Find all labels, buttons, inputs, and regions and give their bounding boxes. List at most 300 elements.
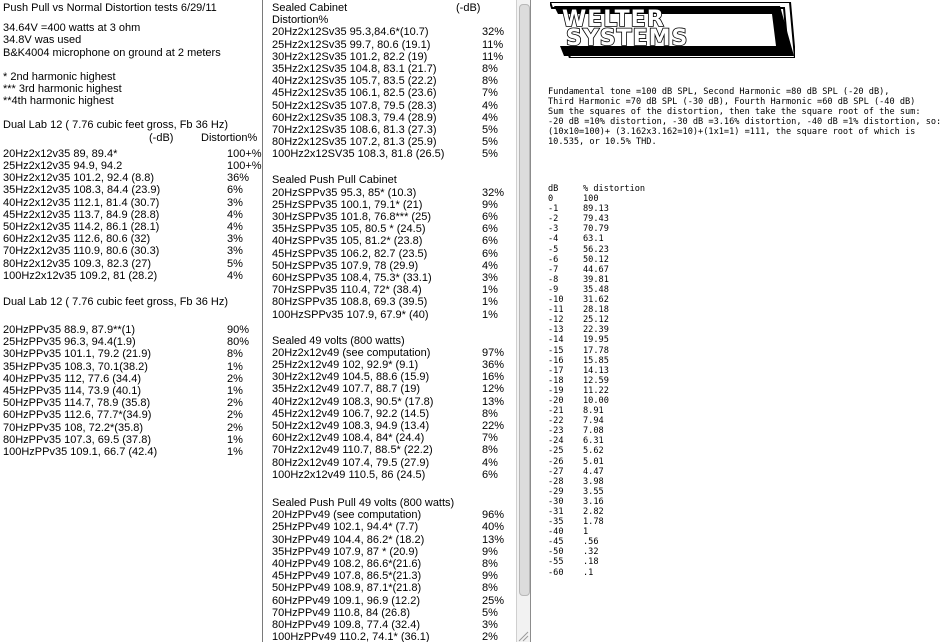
- table-row: [3, 233, 261, 245]
- db-value: -29: [548, 486, 564, 497]
- pct-value: 31.62: [583, 295, 609, 306]
- table-row: [272, 199, 516, 211]
- table-row: [548, 255, 946, 265]
- table-row: [272, 223, 516, 235]
- measurement: 25Hz2x12v35 94.9, 94.2: [3, 160, 123, 172]
- measurement: 100HzPPv35 109.1, 66.7 (42.4): [3, 445, 158, 458]
- distortion-percent: 5%: [227, 257, 243, 270]
- table-row: [548, 376, 946, 386]
- measurement: 30HzPPv49 104.4, 86.2* (18.2): [272, 533, 425, 546]
- measurement: 45HzSPPv35 106.2, 82.7 (23.5): [272, 247, 428, 260]
- distortion-percent: 4%: [227, 220, 243, 233]
- db-value: -9: [548, 284, 559, 295]
- db-value: -26: [548, 456, 564, 467]
- table-row: [272, 124, 516, 136]
- table-row: [3, 324, 261, 336]
- col-pct: Distortion%: [272, 14, 329, 27]
- distortion-percent: 40%: [482, 521, 505, 534]
- distortion-percent: 1%: [227, 433, 243, 446]
- table-row: [3, 221, 261, 233]
- table-row: [3, 245, 261, 257]
- explanation-line: -20 dB =10% distortion, -30 dB =3.16% distortion, -40 dB =1% distortion, so:: [548, 117, 942, 128]
- table-row: [548, 366, 946, 376]
- measurement: 80HzPPv49 109.8, 77.4 (32.4): [272, 618, 420, 631]
- distortion-percent: 5%: [482, 148, 498, 161]
- measurement: 35HzSPPv35 105, 80.5 * (24.5): [272, 223, 426, 236]
- sealed-49v-table: [272, 347, 516, 481]
- measurement: 45HzPPv49 107.8, 86.5*(21.3): [272, 570, 422, 583]
- distortion-percent: 8%: [482, 75, 498, 88]
- pct-value: 4.47: [583, 466, 604, 477]
- measurement: 50HzSPPv35 107.9, 78 (29.9): [272, 259, 419, 272]
- distortion-percent: 9%: [482, 570, 498, 583]
- distortion-percent: 8%: [482, 444, 498, 457]
- db-value: -20: [548, 395, 564, 406]
- pct-value: 15.85: [583, 355, 609, 366]
- distortion-percent: 8%: [482, 557, 498, 570]
- middle-column: [262, 0, 521, 642]
- page-title: Push Pull vs Normal Distortion tests 6/29/11: [3, 2, 217, 14]
- db-value: -12: [548, 315, 564, 326]
- pct-value: 8.91: [583, 406, 604, 417]
- measurement: 40HzPPv49 108.2, 86.6*(21.6): [272, 557, 422, 570]
- table-row: [548, 517, 946, 527]
- distortion-percent: 4%: [482, 111, 498, 124]
- db-value: -31: [548, 507, 564, 517]
- table-row: [3, 197, 261, 209]
- resize-grip-icon[interactable]: [516, 626, 529, 642]
- table-row: [272, 619, 516, 631]
- distortion-percent: 9%: [482, 198, 498, 211]
- dual1-table: [3, 148, 261, 282]
- table-row: [3, 385, 261, 397]
- measurement: 30Hz2x12Sv35 101.2, 82.2 (19): [272, 50, 428, 63]
- distortion-percent: 3%: [482, 618, 498, 631]
- welter-systems-logo: [550, 2, 795, 58]
- db-value: -19: [548, 385, 564, 396]
- table-row: [272, 631, 516, 642]
- table-row: [548, 396, 946, 406]
- table-row: [548, 497, 946, 507]
- measurement: 30HzPPv35 101.1, 79.2 (21.9): [3, 348, 151, 361]
- table-row: [272, 383, 516, 395]
- db-value: -11: [548, 305, 564, 316]
- table-row: [548, 325, 946, 335]
- distortion-percent: 2%: [227, 409, 243, 422]
- table-row: [272, 444, 516, 456]
- pct-value: 11.22: [583, 385, 609, 396]
- col-db: (-dB): [149, 131, 174, 144]
- table-row: [548, 507, 946, 517]
- distortion-percent: 6%: [482, 235, 498, 248]
- section-title: Sealed Push Pull Cabinet: [272, 174, 397, 187]
- db-value: -27: [548, 466, 564, 477]
- table-row: [3, 148, 261, 160]
- measurement: 80Hz2x12Sv35 107.2, 81.3 (25.9): [272, 136, 437, 149]
- pct-value: .18: [583, 557, 599, 568]
- table-row: [272, 39, 516, 51]
- distortion-percent: 1%: [482, 284, 498, 297]
- table-row: [548, 568, 946, 578]
- table-row: [548, 487, 946, 497]
- explanation-line: Sum the squares of the distortion, then take the square root of the sum:: [548, 107, 921, 118]
- table-row: [272, 570, 516, 582]
- db-value: -10: [548, 295, 564, 306]
- section-title: Sealed 49 volts (800 watts): [272, 334, 405, 347]
- table-row: [272, 521, 516, 533]
- table-row: [548, 446, 946, 456]
- table-row: [272, 607, 516, 619]
- measurement: 100Hz2x12SV35 108.3, 81.8 (26.5): [272, 148, 445, 161]
- measurement: 25Hz2x12Sv35 99.7, 80.6 (19.1): [272, 38, 431, 51]
- table-row: [272, 284, 516, 296]
- table-row: [272, 248, 516, 260]
- distortion-percent: 6%: [482, 468, 498, 481]
- db-value: -7: [548, 264, 559, 275]
- table-row: [3, 258, 261, 270]
- table-row: [272, 87, 516, 99]
- db-value: -40: [548, 527, 564, 538]
- pct-value: 12.59: [583, 375, 609, 386]
- table-row: [272, 432, 516, 444]
- table-row: [548, 557, 946, 567]
- measurement: 25Hz2x12v49 102, 92.9* (9.1): [272, 359, 419, 372]
- db-value: -3: [548, 224, 559, 235]
- section-title: Sealed Cabinet: [272, 2, 348, 14]
- table-row: [3, 160, 261, 172]
- pct-value: 2.82: [583, 507, 604, 517]
- table-row: [548, 547, 946, 557]
- harmonic-legend: [3, 71, 261, 108]
- table-row: [548, 356, 946, 366]
- note-line: 34.64V =400 watts at 3 ohm: [3, 22, 141, 35]
- table-row: [548, 426, 946, 436]
- measurement: 60Hz2x12v49 108.4, 84* (24.4): [272, 432, 425, 445]
- db-value: -2: [548, 214, 559, 225]
- section-title: Dual Lab 12 ( 7.76 cubic feet gross, Fb 36 Hz): [3, 119, 229, 132]
- table-row: [3, 422, 261, 434]
- distortion-percent: 7%: [482, 87, 498, 100]
- distortion-percent: 4%: [482, 99, 498, 112]
- measurement: 70HzSPPv35 110.4, 72* (38.4): [272, 284, 422, 297]
- table-row: [548, 305, 946, 315]
- db-value: -14: [548, 335, 564, 346]
- table-row: [272, 469, 516, 481]
- distortion-percent: 8%: [482, 62, 498, 75]
- section-header: [272, 2, 516, 14]
- table-row: [272, 595, 516, 607]
- pct-value: 89.13: [583, 204, 609, 215]
- db-value: -4: [548, 234, 559, 245]
- distortion-percent: 36%: [482, 359, 505, 372]
- distortion-percent: 32%: [482, 186, 505, 199]
- measurement: 50Hz2x12v35 114.2, 86.1 (28.1): [3, 220, 160, 233]
- table-row: [272, 26, 516, 38]
- explanation-line: Fundamental tone =100 dB SPL, Second Harmonic =80 dB SPL (-20 dB),: [548, 87, 890, 97]
- distortion-percent: 5%: [482, 123, 498, 136]
- table-row: [548, 346, 946, 356]
- measurement: 30HzSPPv35 101.8, 76.8*** (25): [272, 211, 431, 224]
- measurement: 40HzPPv35 112, 77.6 (34.4): [3, 372, 141, 385]
- measurement: 60HzPPv35 112.6, 77.7*(34.9): [3, 409, 152, 422]
- distortion-percent: 9%: [482, 545, 498, 558]
- table-row: [548, 416, 946, 426]
- scrollbar-thumb[interactable]: [519, 4, 530, 596]
- table-row: [272, 457, 516, 469]
- db-value: -8: [548, 274, 559, 285]
- pct-value: 35.48: [583, 284, 609, 295]
- measurement: 70HzPPv49 110.8, 84 (26.8): [272, 606, 410, 619]
- table-row: [272, 272, 516, 284]
- table-row: [272, 509, 516, 521]
- pct-value: 1: [583, 527, 589, 538]
- table-row: [272, 396, 516, 408]
- pct-value: 70.79: [583, 224, 609, 235]
- table-row: [548, 194, 946, 204]
- measurement: 25HzPPv35 96.3, 94.4(1.9): [3, 336, 136, 349]
- pct-value: .1: [583, 567, 594, 578]
- header-db: dB: [548, 184, 559, 194]
- db-value: -28: [548, 476, 564, 487]
- table-row: [548, 527, 946, 537]
- db-value: -30: [548, 496, 564, 507]
- distortion-percent: 100+%: [227, 147, 262, 160]
- distortion-percent: 8%: [482, 407, 498, 420]
- distortion-percent: 2%: [227, 421, 243, 434]
- table-row: [3, 397, 261, 409]
- measurement: 100Hz2x12v35 109.2, 81 (28.2): [3, 269, 158, 282]
- table-row: [3, 434, 261, 446]
- notes: [3, 22, 261, 59]
- distortion-percent: 4%: [482, 259, 498, 272]
- db-value: -25: [548, 446, 564, 457]
- pct-value: 3.98: [583, 476, 604, 487]
- sealed-pushpull-table: [272, 187, 516, 321]
- table-row: [272, 309, 516, 321]
- table-row: [548, 477, 946, 487]
- measurement: 70Hz2x12Sv35 108.6, 81.3 (27.3): [272, 123, 437, 136]
- pct-value: 39.81: [583, 274, 609, 285]
- distortion-percent: 12%: [482, 383, 505, 396]
- thd-explanation: [548, 87, 946, 148]
- pct-value: 5.01: [583, 456, 604, 467]
- table-row: [3, 373, 261, 385]
- distortion-percent: 8%: [482, 582, 498, 595]
- measurement: 35Hz2x12v35 108.3, 84.4 (23.9): [3, 184, 161, 197]
- db-value: -17: [548, 365, 564, 376]
- pct-value: 7.94: [583, 416, 604, 427]
- distortion-percent: 96%: [482, 509, 505, 522]
- db-value: -45: [548, 537, 564, 548]
- pct-value: 44.67: [583, 264, 609, 275]
- db-value: -15: [548, 345, 564, 356]
- db-value: -5: [548, 244, 559, 255]
- distortion-percent: 7%: [482, 432, 498, 445]
- pct-value: 6.31: [583, 436, 604, 447]
- measurement: 70Hz2x12v49 110.7, 88.5* (22.2): [272, 444, 433, 457]
- distortion-percent: 4%: [227, 208, 243, 221]
- table-row: [3, 336, 261, 348]
- table-row: [272, 558, 516, 570]
- db-value: -35: [548, 517, 564, 528]
- distortion-percent: 3%: [482, 271, 498, 284]
- table-row: [548, 436, 946, 446]
- distortion-percent: 6%: [482, 211, 498, 224]
- distortion-percent: 3%: [227, 196, 243, 209]
- distortion-percent: 1%: [227, 385, 243, 398]
- distortion-percent: 100+%: [227, 160, 262, 172]
- dual2-table: [3, 324, 261, 458]
- measurement: 40Hz2x12Sv35 105.7, 83.5 (22.2): [272, 75, 437, 88]
- db-value: -60: [548, 567, 564, 578]
- measurement: 20HzPPv49 (see computation): [272, 509, 422, 522]
- table-row: [272, 148, 516, 160]
- db-value: -6: [548, 254, 559, 265]
- table-row: [548, 537, 946, 547]
- pct-value: 19.95: [583, 335, 609, 346]
- distortion-percent: 3%: [227, 233, 243, 246]
- measurement: 50Hz2x12Sv35 107.8, 79.5 (28.3): [272, 99, 437, 112]
- distortion-percent: 80%: [227, 336, 250, 349]
- db-value: -22: [548, 416, 564, 427]
- measurement: 20Hz2x12v49 (see computation): [272, 346, 431, 359]
- distortion-percent: 90%: [227, 324, 250, 337]
- explanation-line: 10.535, or 10.5% THD.: [548, 137, 657, 148]
- pct-value: 22.39: [583, 325, 609, 336]
- measurement: 45Hz2x12Sv35 106.1, 82.5 (23.6): [272, 87, 437, 100]
- measurement: 25HzPPv49 102.1, 94.4* (7.7): [272, 521, 419, 534]
- section-title: Sealed Push Pull 49 volts (800 watts): [272, 496, 455, 509]
- distortion-percent: 4%: [227, 269, 243, 282]
- table-row: [3, 270, 261, 282]
- table-row: [3, 348, 261, 360]
- distortion-percent: 1%: [227, 360, 243, 373]
- legend-line: **4th harmonic highest: [3, 95, 114, 108]
- table-row: [548, 295, 946, 305]
- header-pct: % distortion: [583, 184, 646, 194]
- table-row: [548, 457, 946, 467]
- table-row: [272, 371, 516, 383]
- measurement: 80HzSPPv35 108.8, 69.3 (39.5): [272, 296, 428, 309]
- distortion-percent: 32%: [482, 26, 505, 39]
- db-value: 0: [548, 194, 554, 205]
- measurement: 35Hz2x12v49 107.7, 88.7 (19): [272, 383, 420, 396]
- distortion-percent: 16%: [482, 371, 505, 384]
- table-row: [548, 214, 946, 224]
- table-row: [272, 187, 516, 199]
- table-row: [272, 63, 516, 75]
- measurement: 20Hz2x12Sv35 95.3,84.6*(10.7): [272, 26, 429, 39]
- measurement: 60Hz2x12Sv35 108.3, 79.4 (28.9): [272, 111, 437, 124]
- table-row: [272, 546, 516, 558]
- pct-value: 1.78: [583, 517, 604, 528]
- pct-value: 25.12: [583, 315, 609, 326]
- table-row: [548, 224, 946, 234]
- measurement: 100Hz2x12v49 110.5, 86 (24.5): [272, 468, 426, 481]
- pct-value: 3.55: [583, 486, 604, 497]
- explanation-line: Third Harmonic =70 dB SPL (-30 dB), Fourth Harmonic =60 dB SPL (-40 dB): [548, 97, 916, 108]
- section-title: Dual Lab 12 ( 7.76 cubic feet gross, Fb 36 Hz): [3, 295, 229, 308]
- distortion-percent: 11%: [482, 38, 504, 51]
- measurement: 45HzPPv35 114, 73.9 (40.1): [3, 385, 141, 398]
- measurement: 30Hz2x12v49 104.5, 88.6 (15.9): [272, 371, 430, 384]
- table-row: [272, 211, 516, 223]
- pct-value: 50.12: [583, 254, 609, 265]
- measurement: 80Hz2x12v49 107.4, 79.5 (27.9): [272, 456, 430, 469]
- measurement: 80Hz2x12v35 109.3, 82.3 (27): [3, 257, 151, 270]
- db-value: -55: [548, 557, 564, 568]
- distortion-percent: 5%: [482, 606, 498, 619]
- table-row: [272, 408, 516, 420]
- distortion-percent: 3%: [227, 245, 243, 258]
- distortion-percent: 4%: [482, 456, 498, 469]
- pct-value: 28.18: [583, 305, 609, 316]
- table-row: [272, 112, 516, 124]
- distortion-percent: 97%: [482, 346, 505, 359]
- db-value: -18: [548, 375, 564, 386]
- table-row: [272, 534, 516, 546]
- table-row: [548, 245, 946, 255]
- pct-value: 17.78: [583, 345, 609, 356]
- table-row: [548, 335, 946, 345]
- distortion-percent: 6%: [482, 247, 498, 260]
- pct-value: 10.00: [583, 395, 609, 406]
- column-headers: [3, 132, 261, 144]
- table-row: [272, 235, 516, 247]
- measurement: 70HzPPv35 108, 72.2*(35.8): [3, 421, 144, 434]
- measurement: 60Hz2x12v35 112.6, 80.6 (32): [3, 233, 151, 246]
- pct-value: 100: [583, 194, 599, 205]
- table-row: [272, 260, 516, 272]
- table-row: [548, 285, 946, 295]
- distortion-percent: 6%: [227, 184, 243, 197]
- sealed-pushpull-49v-table: [272, 509, 516, 642]
- measurement: 100HzPPv49 110.2, 74.1* (36.1): [272, 631, 430, 642]
- sealed-table: [272, 26, 516, 160]
- db-value: -21: [548, 406, 564, 417]
- col-db: (-dB): [456, 2, 481, 14]
- legend-line: * 2nd harmonic highest: [3, 70, 116, 83]
- measurement: 70Hz2x12v35 110.9, 80.6 (30.3): [3, 245, 160, 258]
- measurement: 40Hz2x12v49 108.3, 90.5* (17.8): [272, 395, 434, 408]
- measurement: 20HzSPPv35 95.3, 85* (10.3): [272, 186, 417, 199]
- left-column: [3, 2, 261, 458]
- measurement: 80HzPPv35 107.3, 69.5 (37.8): [3, 433, 151, 446]
- measurement: 20HzPPv35 88.9, 87.9**(1): [3, 324, 136, 337]
- measurement: 45Hz2x12v35 113.7, 84.9 (28.8): [3, 208, 160, 221]
- legend-line: *** 3rd harmonic highest: [3, 83, 122, 96]
- table-row: [548, 275, 946, 285]
- table-row: [548, 265, 946, 275]
- measurement: 60HzPPv49 109.1, 96.9 (12.2): [272, 594, 420, 607]
- measurement: 100HzSPPv35 107.9, 67.9* (40): [272, 308, 429, 321]
- logo-line1: WELTER: [562, 7, 665, 32]
- db-distortion-table: [548, 184, 946, 578]
- distortion-percent: 8%: [227, 348, 243, 361]
- table-row: [548, 406, 946, 416]
- measurement: 50Hz2x12v49 108.3, 94.9 (13.4): [272, 420, 430, 433]
- distortion-percent: 2%: [482, 631, 498, 642]
- db-value: -16: [548, 355, 564, 366]
- db-value: -1: [548, 204, 559, 215]
- measurement: 50HzPPv49 108.9, 87.1*(21.8): [272, 582, 422, 595]
- pct-value: 63.1: [583, 234, 604, 245]
- table-row: [3, 172, 261, 184]
- table-row: [548, 467, 946, 477]
- measurement: 20Hz2x12v35 89, 89.4*: [3, 147, 118, 160]
- measurement: 50HzPPv35 114.7, 78.9 (35.8): [3, 397, 151, 410]
- vertical-scrollbar[interactable]: [516, 0, 530, 642]
